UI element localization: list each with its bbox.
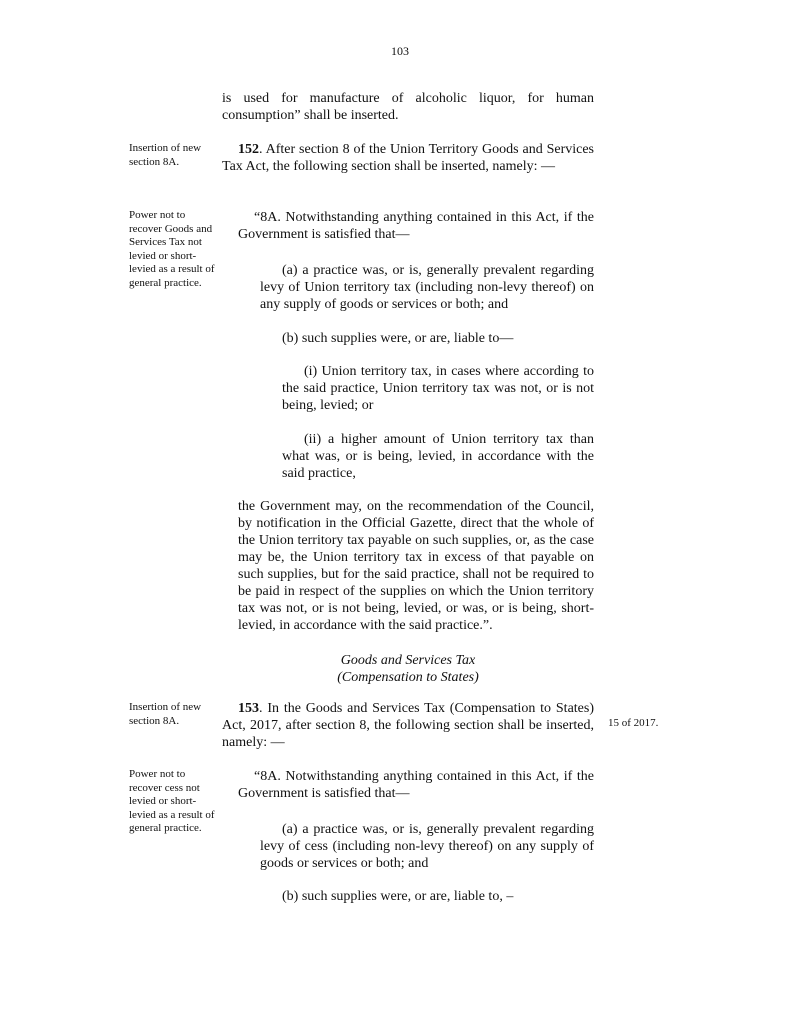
power-note-153: Power not to recover cess not levied or short-levied as a result of general practice. [129,768,215,834]
act-reference-note: 15 of 2017. [608,717,659,729]
margin-note-153: Insertion of new section 8A. [129,701,202,727]
sub-clause-i: (i) Union territory tax, in cases where according to the said practice, Union territory tax was not, or is not being, levied; or [282,364,594,413]
section-8a-intro-153: “8A. Notwithstanding anything contained in this Act, if the Government is satisfied that— [238,769,594,801]
page-number: 103 [391,44,409,58]
sub-clause-ii: (ii) a higher amount of Union territory tax than what was, or is being, levied, in accordance with the said practice, [282,432,594,481]
power-note-152: Power not to recover Goods and Services Tax not levied or short-levied as a result of general practice. [129,209,215,289]
section-152-text: . After section 8 of the Union Territory Goods and Services Tax Act, the following section shall be inserted, namely: — [222,142,594,174]
section-152 [222,141,594,175]
clause-b: (b) such supplies were, or are, liable to— [282,331,514,346]
conclusion-text: the Government may, on the recommendation of the Council, by notification in the Official Gazette, direct that the whole of the Union territory tax payable on such supplies, or, as the case may be, the Union territory tax in excess of that payable on such supplies, but for the said practice, shall not be required to be paid in respect of the supplies on which the Union territory tax was not, or is not being, levied, or was, or is being, short-levied, in accordance with the said practice.”. [238,499,594,633]
section-152-number: 152 [238,142,259,157]
section-153-number: 153 [238,701,259,716]
act-heading-line2: (Compensation to States) [337,670,479,685]
clause-a: (a) a practice was, or is, generally prevalent regarding levy of Union territory tax (including non-levy thereof) on any supply of goods or services or both; and [260,263,594,312]
clause-b-153: (b) such supplies were, or are, liable to, – [282,889,514,904]
section-153 [222,700,594,751]
clause-a-153: (a) a practice was, or is, generally prevalent regarding levy of cess (including non-levy thereof) on any supply of goods or services or both; and [260,822,594,871]
act-heading-line1: Goods and Services Tax [340,653,476,668]
continuation-text: is used for manufacture of alcoholic liquor, for human consumption” shall be inserted. [222,91,594,123]
section-153-text: . In the Goods and Services Tax (Compensation to States) Act, 2017, after section 8, the following section shall be inserted, namely: — [222,701,594,750]
section-8a-intro: “8A. Notwithstanding anything contained in this Act, if the Government is satisfied that— [238,210,594,242]
margin-note-152: Insertion of new section 8A. [129,142,202,168]
